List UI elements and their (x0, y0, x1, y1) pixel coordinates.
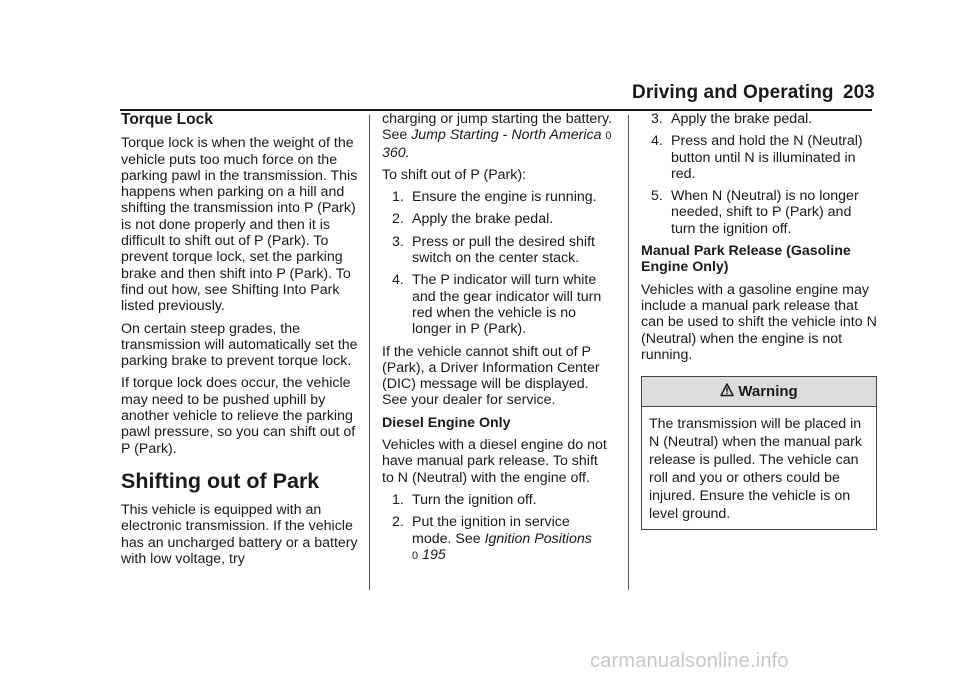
step-text: Press or pull the desired shift switch on the center stack. (412, 233, 595, 267)
step-text: Apply the brake pedal. (671, 111, 813, 127)
list-item (382, 189, 612, 205)
torque-lock-heading: Torque Lock (121, 111, 213, 128)
jump-start-period: . (405, 144, 410, 161)
warning-icon (720, 383, 734, 397)
ignition-positions-page-link[interactable]: 195 (422, 546, 446, 563)
step-text: Put the ignition in service mode. See (412, 514, 570, 547)
step-number: 2. (392, 514, 404, 531)
dic-paragraph: If the vehicle cannot shift out of P (Park), a Driver Information Center (DIC) message will be displayed. See your dealer for service. (382, 343, 600, 409)
neutral-steps-list (641, 111, 877, 237)
jump-starting-page-link[interactable]: 360 (382, 144, 406, 161)
step-number: 4. (651, 133, 663, 150)
list-item (382, 272, 612, 337)
list-item (382, 234, 612, 267)
step-number: 1. (392, 189, 404, 206)
warning-title: Warning (738, 383, 798, 401)
torque-lock-paragraph-3: If torque lock does occur, the vehicle may need to be pushed uphill by another vehicle to relieve the parking pawl pressure, so you can shift out of P (Park). (121, 375, 356, 457)
diesel-engine-heading: Diesel Engine Only (382, 414, 511, 431)
step-number: 1. (392, 491, 404, 508)
jump-starting-link[interactable]: Jump Starting - North America (411, 127, 602, 144)
column-2 (382, 111, 612, 570)
shifting-paragraph-1: This vehicle is equipped with an electronic transmission. If the vehicle has an uncharged battery or a battery with low voltage, try (121, 501, 358, 567)
ignition-positions-link[interactable]: Ignition Positions (484, 530, 592, 547)
to-shift-intro: To shift out of P (Park): (382, 166, 527, 183)
column-divider-2 (628, 115, 629, 590)
step-text: When N (Neutral) is no longer needed, shift to P (Park) and turn the ignition off. (671, 188, 859, 237)
warning-header (642, 377, 876, 407)
list-item (641, 111, 877, 127)
page-ref-arrow-icon: 0 (412, 549, 419, 562)
list-item (641, 133, 877, 182)
section-title: Driving and Operating (632, 82, 834, 103)
list-item (382, 211, 612, 227)
diesel-paragraph: Vehicles with a diesel engine do not have manual park release. To shift to N (Neutral) with the engine off. (382, 437, 607, 486)
warning-box (641, 376, 877, 530)
warning-text: The transmission will be placed in N (Neutral) when the manual park release is pulled. The vehicle can roll and you or others could be injured. Ensure the vehicle is on level ground. (649, 416, 862, 523)
list-item (641, 188, 877, 237)
shifting-out-of-park-heading: Shifting out of Park (121, 468, 320, 493)
column-divider-1 (369, 115, 370, 590)
step-number: 3. (392, 233, 404, 250)
step-number: 2. (392, 211, 404, 228)
step-text: Apply the brake pedal. (412, 211, 554, 228)
torque-lock-paragraph-1: Torque lock is when the weight of the vehicle puts too much force on the parking pawl in the transmission. This happens when parking on a hill and shifting the transmission into P (Park) is not done properly and then it is difficult to shift out of P (Park). To prevent torque lock, set the parking brake and then shift into P (Park). To find out how, see Shifting Into Park listed previously. (121, 135, 358, 315)
manual-park-release-heading: Manual Park Release (Gasoline Engine Only) (641, 243, 851, 276)
step-number: 4. (392, 272, 404, 289)
jump-start-text: charging or jump starting the battery. See (382, 111, 613, 144)
diesel-steps-list (382, 492, 612, 564)
column-1 (121, 111, 359, 573)
list-item (382, 492, 612, 508)
step-number: 5. (651, 188, 663, 205)
step-text: Ensure the engine is running. (412, 189, 597, 206)
page-ref-arrow-icon: 0 (605, 130, 612, 143)
shift-steps-list (382, 189, 612, 337)
column-3 (641, 111, 877, 530)
step-text: Press and hold the N (Neutral) button until N is illuminated in red. (671, 133, 863, 182)
manual-park-release-paragraph: Vehicles with a gasoline engine may include a manual park release that can be used to shift the vehicle into N (Neutral) when the engine is not running. (641, 281, 877, 363)
page-number: 203 (843, 82, 875, 103)
list-item (382, 514, 612, 564)
step-number: 3. (651, 111, 663, 127)
torque-lock-paragraph-2: On certain steep grades, the transmission will automatically set the parking brake to prevent torque lock. (121, 320, 358, 370)
step-text: The P indicator will turn white and the gear indicator will turn red when the vehicle is no longer in P (Park). (412, 272, 602, 338)
jump-start-paragraph (382, 111, 612, 161)
step-text: Turn the ignition off. (412, 491, 537, 508)
watermark: carmanualsonline.info (590, 650, 789, 672)
